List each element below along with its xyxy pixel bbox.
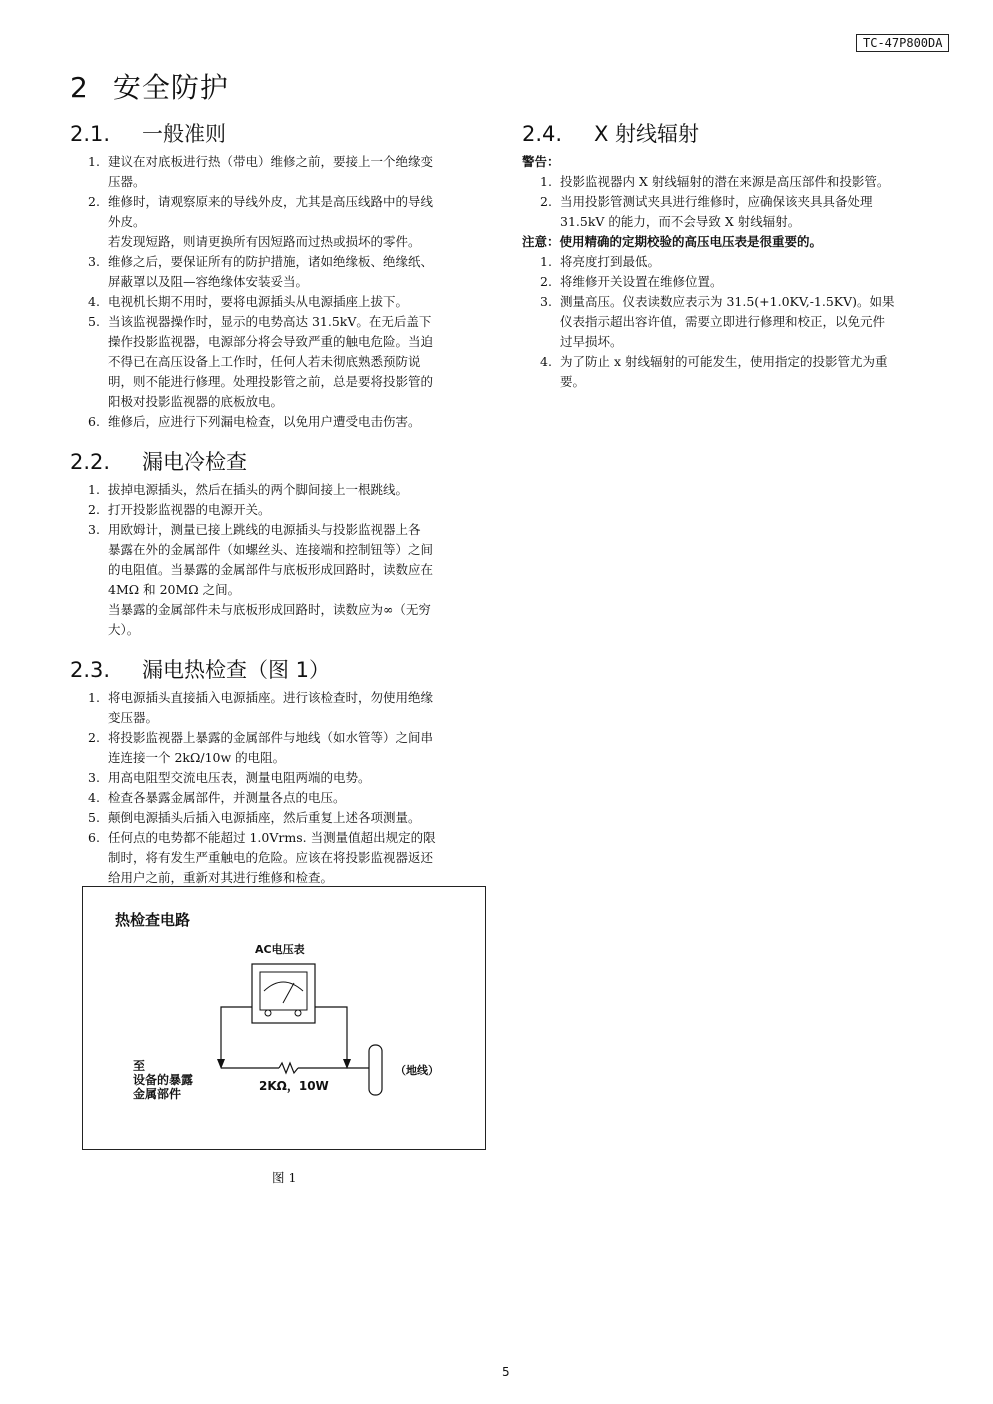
list-item (70, 768, 496, 788)
list-item (70, 500, 496, 520)
to-label-line-3: 金属部件 (133, 1087, 182, 1101)
figure-title: 热检查电路 (115, 911, 191, 929)
item-line: 压器。 (108, 174, 146, 189)
section-number: 2.3. (70, 658, 111, 682)
left-probe-wire (221, 1007, 252, 1065)
section-number: 2.1. (70, 122, 111, 146)
list-item (70, 312, 496, 412)
list-item (522, 352, 948, 392)
item-number: 1. (88, 482, 100, 497)
item-number: 1. (88, 690, 100, 705)
meter-terminal-left (265, 1010, 271, 1016)
chapter-text: 安全防护 (112, 71, 229, 104)
chapter-number: 2 (70, 71, 89, 104)
item-line: 大）。 (108, 622, 140, 637)
list-item (70, 520, 496, 600)
to-label-line-2: 设备的暴露 (133, 1073, 194, 1087)
item-line: 31.5kV 的能力，而不会导致 X 射线辐射。 (560, 214, 801, 229)
section-2-3 (70, 654, 496, 888)
chapter-title (70, 66, 229, 106)
resistor-icon (279, 1063, 298, 1073)
note-label: 注意：使用精确的定期校验的高压电压表是很重要的。 (522, 234, 823, 249)
item-line: 阳极对投影监视器的底板放电。 (108, 394, 284, 409)
item-line: 变压器。 (108, 710, 159, 725)
item-line: 将维修开关设置在维修位置。 (560, 274, 723, 289)
item-number: 2. (88, 194, 100, 209)
item-line: 检查各暴露金属部件，并测量各点的电压。 (108, 790, 346, 805)
item-number: 4. (88, 790, 100, 805)
warning-list (522, 172, 948, 232)
item-line: 为了防止 x 射线辐射的可能发生，使用指定的投影管尤为重 (560, 354, 888, 369)
item-line: 维修时，请观察原来的导线外皮，尤其是高压线路中的导线 (108, 194, 434, 209)
item-line: 建议在对底板进行热（带电）维修之前，要接上一个绝缘变 (108, 154, 434, 169)
item-number: 4. (88, 294, 100, 309)
item-line: 电视机长期不用时，要将电源插头从电源插座上拔下。 (108, 294, 409, 309)
list-item (522, 292, 948, 352)
section-2-3-heading (70, 654, 496, 684)
item-line: 任何点的电势都不能超过 1.0Vrms. 当测量值超出规定的限 (108, 830, 436, 845)
list-item (70, 808, 496, 828)
section-2-1 (70, 118, 496, 432)
item-number: 5. (88, 810, 100, 825)
section-title: X 射线辐射 (594, 122, 700, 146)
list-item (70, 480, 496, 500)
list-item (70, 788, 496, 808)
item-line: 过早损坏。 (560, 334, 623, 349)
section-2-4-heading (522, 118, 948, 148)
item-line: 仪表指示超出容许值，需要立即进行修理和校正，以免元件 (560, 314, 886, 329)
item-line: 当暴露的金属部件未与底板形成回路时，读数应为∞（无穷 (108, 602, 431, 617)
right-column (522, 118, 948, 406)
item-number: 2. (540, 194, 552, 209)
note-list (522, 252, 948, 392)
item-number: 1. (88, 154, 100, 169)
item-line: 测量高压。仪表读数应表示为 31.5(+1.0KV,-1.5KV)。如果 (560, 294, 895, 309)
ground-label: （地线） (395, 1064, 439, 1077)
list-item (70, 412, 496, 432)
item-line: 用欧姆计，测量已接上跳线的电源插头与投影监视器上各 (108, 522, 421, 537)
item-number: 2. (540, 274, 552, 289)
item-number: 1. (540, 174, 552, 189)
item-line: 暴露在外的金属部件（如螺丝头、连接端和控制钮等）之间 (108, 542, 434, 557)
circuit-diagram (83, 887, 485, 1149)
list-item (70, 252, 496, 292)
item-number: 1. (540, 254, 552, 269)
warning-label: 警告： (522, 154, 560, 169)
item-number: 2. (88, 730, 100, 745)
section-2-1-heading (70, 118, 496, 148)
item-line: 颠倒电源插头后插入电源插座，然后重复上述各项测量。 (108, 810, 421, 825)
section-title: 漏电热检查（图 1） (142, 658, 331, 682)
meter-face (260, 972, 307, 1010)
item-line: 维修后，应进行下列漏电检查，以免用户遭受电击伤害。 (108, 414, 421, 429)
item-line: 若发现短路，则请更换所有因短路而过热或损坏的零件。 (108, 234, 421, 249)
list-item (70, 152, 496, 192)
item-number: 2. (88, 502, 100, 517)
item-number: 3. (88, 254, 100, 269)
resistor-label: 2KΩ，10W (259, 1079, 329, 1093)
item-line: 当该监视器操作时，显示的电势高达 31.5kV。在无后盖下 (108, 314, 432, 329)
section-2-1-list (70, 152, 496, 432)
section-2-2-heading (70, 446, 496, 476)
right-probe-wire (315, 1007, 347, 1065)
list-item (70, 192, 496, 232)
item-line: 操作投影监视器，电源部分将会导致严重的触电危险。当迫 (108, 334, 434, 349)
item-line: 当用投影管测试夹具进行维修时，应确保该夹具具备处理 (560, 194, 873, 209)
list-item (70, 688, 496, 728)
to-label-line-1: 至 (133, 1059, 146, 1073)
meter-terminal-right (295, 1010, 301, 1016)
item-line: 将电源插头直接插入电源插座。进行该检查时，勿使用绝缘 (108, 690, 434, 705)
item-line: 4MΩ 和 20MΩ 之间。 (108, 582, 241, 597)
model-number: TC-47P800DA (856, 34, 949, 52)
item-line: 将亮度打到最低。 (560, 254, 661, 269)
item-line: 投影监视器内 X 射线辐射的潜在来源是高压部件和投影管。 (560, 174, 890, 189)
figure-caption: 图 1 (272, 1170, 297, 1185)
item-line: 连连接一个 2kΩ/10w 的电阻。 (108, 750, 286, 765)
item-line: 将投影监视器上暴露的金属部件与地线（如水管等）之间串 (108, 730, 434, 745)
section-title: 漏电冷检查 (142, 450, 247, 474)
hot-check-circuit-figure (82, 886, 486, 1150)
meter-label: AC电压表 (255, 943, 305, 956)
section-title: 一般准则 (142, 122, 226, 146)
section-2-4 (522, 118, 948, 392)
section-2-3-list (70, 688, 496, 888)
item-number: 3. (540, 294, 552, 309)
section-number: 2.2. (70, 450, 111, 474)
list-item (522, 172, 948, 192)
item-number: 3. (88, 770, 100, 785)
item-line: 明，则不能进行修理。处理投影管之前，总是要将投影管的 (108, 374, 434, 389)
section-2-2-list (70, 480, 496, 640)
item-line: 用高电阻型交流电压表，测量电阻两端的电势。 (108, 770, 371, 785)
item-line: 制时，将有发生严重触电的危险。应该在将投影监视器返还 (108, 850, 434, 865)
list-item (522, 252, 948, 272)
item-line: 拔掉电源插头，然后在插头的两个脚间接上一根跳线。 (108, 482, 409, 497)
item-number: 6. (88, 830, 100, 845)
meter-needle (283, 983, 294, 1003)
item-line: 打开投影监视器的电源开关。 (108, 502, 271, 517)
list-item (70, 232, 496, 252)
list-item (522, 272, 948, 292)
list-item (70, 292, 496, 312)
left-column (70, 118, 496, 902)
item-line: 给用户之前，重新对其进行维修和检查。 (108, 870, 334, 885)
item-number: 5. (88, 314, 100, 329)
item-line: 的电阻值。当暴露的金属部件与底板形成回路时，读数应在 (108, 562, 434, 577)
list-item (522, 192, 948, 232)
section-2-2 (70, 446, 496, 640)
section-number: 2.4. (522, 122, 563, 146)
item-number: 6. (88, 414, 100, 429)
item-line: 维修之后，要保证所有的防护措施，诸如绝缘板、绝缘纸、 (108, 254, 434, 269)
list-item (70, 728, 496, 768)
item-number: 3. (88, 522, 100, 537)
voltmeter-icon (252, 964, 315, 1023)
item-line: 不得已在高压设备上工作时，任何人若未彻底熟悉预防说 (108, 354, 421, 369)
item-line: 要。 (560, 374, 586, 389)
to-exposed-metal-label (133, 1059, 193, 1101)
list-item (70, 828, 496, 888)
list-item (70, 600, 496, 640)
item-line: 屏蔽罩以及阻—容绝缘体安装妥当。 (108, 274, 309, 289)
water-pipe-ground-icon (369, 1045, 382, 1095)
item-line: 外皮。 (108, 214, 146, 229)
item-number: 4. (540, 354, 552, 369)
page-number: 5 (502, 1365, 510, 1379)
meter-scale-arc (264, 982, 303, 991)
